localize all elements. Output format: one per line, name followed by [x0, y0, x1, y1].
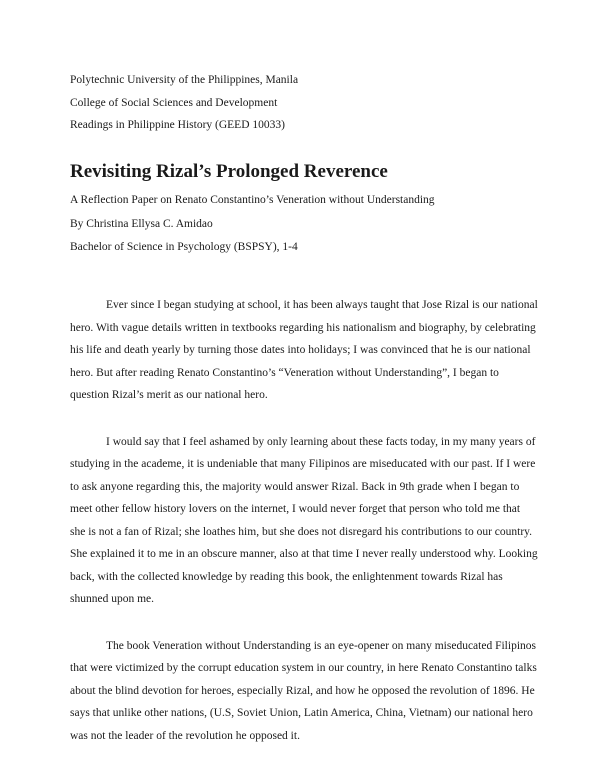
course-name: Readings in Philippine History (GEED 10033) — [70, 119, 285, 131]
university-name: Polytechnic University of the Philippines, Manila — [70, 74, 299, 86]
paragraph: Ever since I began studying at school, it has been always taught that Jose Rizal is our national hero. With vague details written in textbooks regarding his nationalism and biography, by celebrating his life and death yearly by turning those dates into holidays; I was convinced that he is our national hero. But after reading Renato Constantino’s “Veneration without Understanding”, I began to question Rizal’s merit as our national hero. — [70, 299, 538, 401]
paragraph: The book Veneration without Understanding is an eye-opener on many miseducated Filipinos that were victimized by the corrupt education system in our country, in here Renato Constantino talks about the blind devotion for heroes, especially Rizal, and how he opposed the revolution of 1896. He says that unlike other nations, (U.S, Soviet Union, Latin America, China, Vietnam) our national hero was not the leader of the revolution he opposed it. — [70, 639, 537, 742]
paragraph: I would say that I feel ashamed by only learning about these facts today, in my many years of studying in the academe, it is undeniable that many Filipinos are miseducated with our past. If I were to ask anyone regarding this, the majority would answer Rizal. Back in 9th grade when I began to meet other fellow history lovers on the internet, I would never forget that person who told me that she is not a fan of Rizal; she loathes him, but she does not disregard his contributions to our country. She explained it to me in an obscure manner, also at that time I never really understood why. Looking back, with the collected knowledge by reading this book, the enlightenment towards Rizal has shunned upon me. — [70, 435, 538, 605]
institution-header — [70, 69, 540, 137]
title-block — [70, 159, 550, 260]
college-name: College of Social Sciences and Development — [70, 96, 278, 109]
program-line: Bachelor of Science in Psychology (BSPSY), 1-4 — [70, 241, 298, 253]
author-line: By Christina Ellysa C. Amidao — [70, 217, 213, 230]
paper-subtitle: A Reflection Paper on Renato Constantino’s Veneration without Understanding — [70, 194, 435, 206]
body-text — [70, 294, 538, 771]
paper-title: Revisiting Rizal’s Prolonged Reverence — [70, 161, 388, 182]
